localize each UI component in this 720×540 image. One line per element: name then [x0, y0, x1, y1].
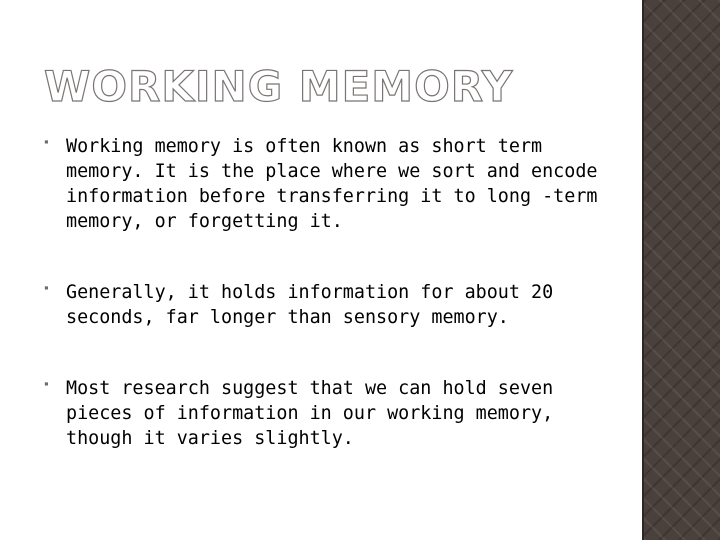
bullet-text: Most research suggest that we can hold seven pieces of information in our working memory, though it varies slightly. — [66, 378, 554, 449]
bullet-item-capacity — [44, 376, 604, 451]
slide-title: WORKING MEMORY — [44, 62, 514, 111]
bullet-square-icon: ▪ — [44, 379, 49, 388]
bullet-square-icon: ▪ — [44, 137, 49, 146]
decorative-side-panel — [642, 0, 720, 540]
bullet-square-icon: ▪ — [44, 283, 49, 292]
bullet-list — [44, 134, 604, 451]
bullet-text: Generally, it holds information for about 20 seconds, far longer than sensory memory. — [66, 282, 554, 328]
bullet-item-duration — [44, 280, 604, 330]
bullet-item-working-memory-definition — [44, 134, 604, 234]
bullet-text: Working memory is often known as short term memory. It is the place where we sort and encode information before transferring it to long -term memory, or forgetting it. — [66, 136, 598, 232]
